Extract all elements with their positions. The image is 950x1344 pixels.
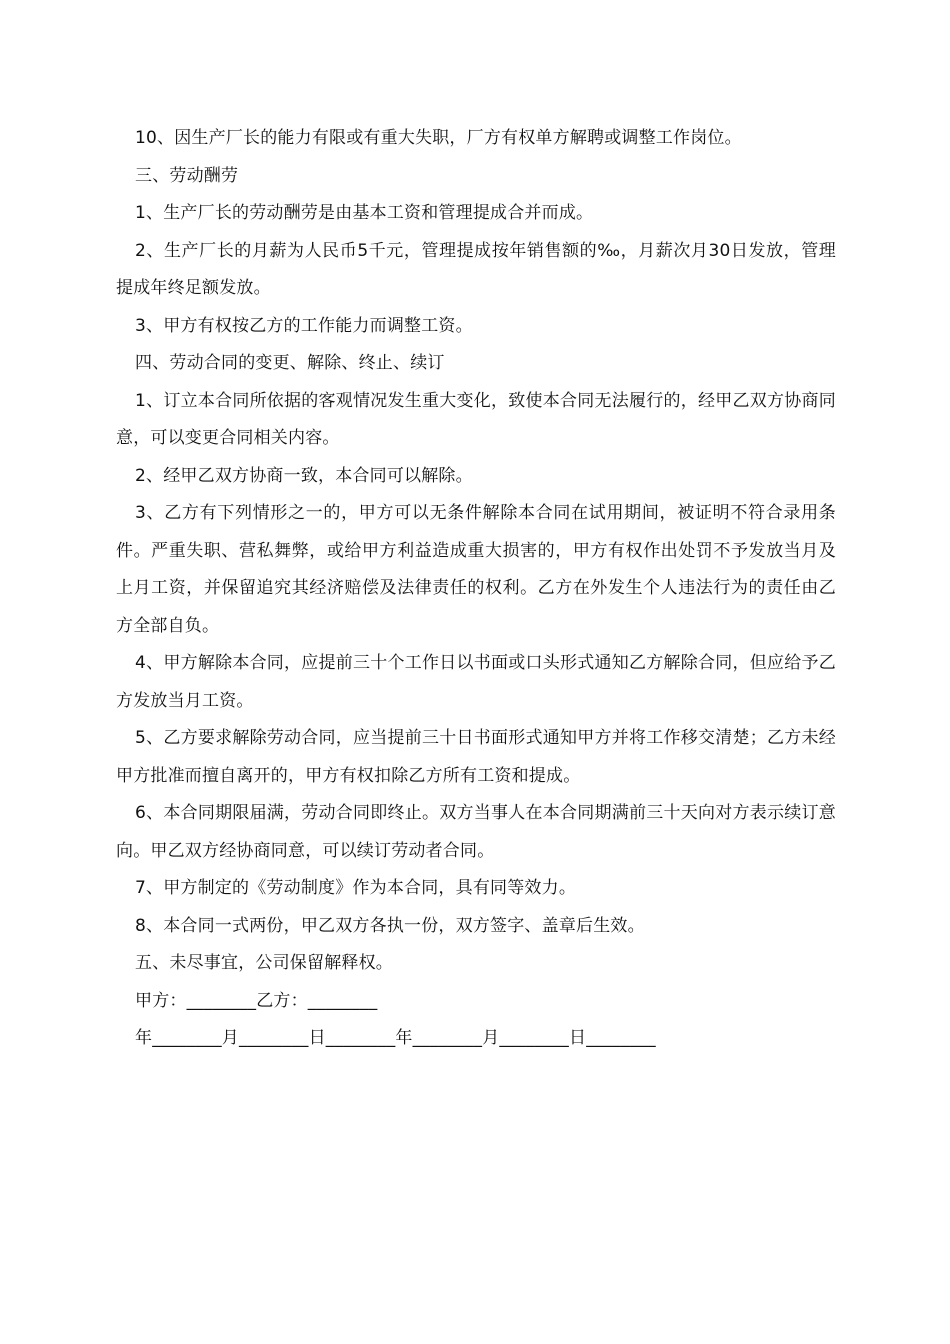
section-3-heading: 三、劳动酬劳 <box>135 165 239 186</box>
date-line: 年________月________日________年________月________日________ <box>135 1028 656 1048</box>
clause-change-8: 8、本合同一式两份，甲乙双方各执一份，双方签字、盖章后生效。 <box>135 915 645 936</box>
signature-line: 甲方：________乙方：________ <box>135 990 378 1011</box>
clause-change-1: 1、订立本合同所依据的客观情况发生重大变化，致使本合同无法履行的，经甲乙双方协商同意，可以变更合同相关内容。 <box>116 390 836 448</box>
clause-change-5: 5、乙方要求解除劳动合同，应当提前三十日书面形式通知甲方并将工作移交清楚；乙方未经甲方批准而擅自离开的，甲方有权扣除乙方所有工资和提成。 <box>116 728 836 786</box>
clause-change-3: 3、乙方有下列情形之一的，甲方可以无条件解除本合同在试用期间，被证明不符合录用条件。严重失职、营私舞弊，或给甲方利益造成重大损害的，甲方有权作出处罚不予发放当月及上月工资，并保留追究其经济赔偿及法律责任的权利。乙方在外发生个人违法行为的责任由乙方全部自负。 <box>116 503 836 636</box>
clause-change-7: 7、甲方制定的《劳动制度》作为本合同，具有同等效力。 <box>135 878 577 898</box>
clause-change-4: 4、甲方解除本合同，应提前三十个工作日以书面或口头形式通知乙方解除合同，但应给予乙方发放当月工资。 <box>116 653 836 711</box>
section-4-heading: 四、劳动合同的变更、解除、终止、续订 <box>135 353 445 373</box>
section-5-heading: 五、未尽事宜，公司保留解释权。 <box>135 953 393 973</box>
contract-body <box>116 120 836 1058</box>
clause-change-6: 6、本合同期限届满，劳动合同即终止。双方当事人在本合同期满前三十天向对方表示续订意向。甲乙双方经协商同意，可以续订劳动者合同。 <box>116 803 836 861</box>
clause-remuneration-2: 2、生产厂长的月薪为人民币5千元，管理提成按年销售额的‰，月薪次月30日发放，管理提成年终足额发放。 <box>116 240 836 298</box>
clause-change-2: 2、经甲乙双方协商一致，本合同可以解除。 <box>135 465 473 486</box>
clause-remuneration-1: 1、生产厂长的劳动酬劳是由基本工资和管理提成合并而成。 <box>135 203 594 223</box>
clause-10-dismissal: 10、因生产厂长的能力有限或有重大失职，厂方有权单方解聘或调整工作岗位。 <box>135 128 742 148</box>
clause-remuneration-3: 3、甲方有权按乙方的工作能力而调整工资。 <box>135 315 473 336</box>
